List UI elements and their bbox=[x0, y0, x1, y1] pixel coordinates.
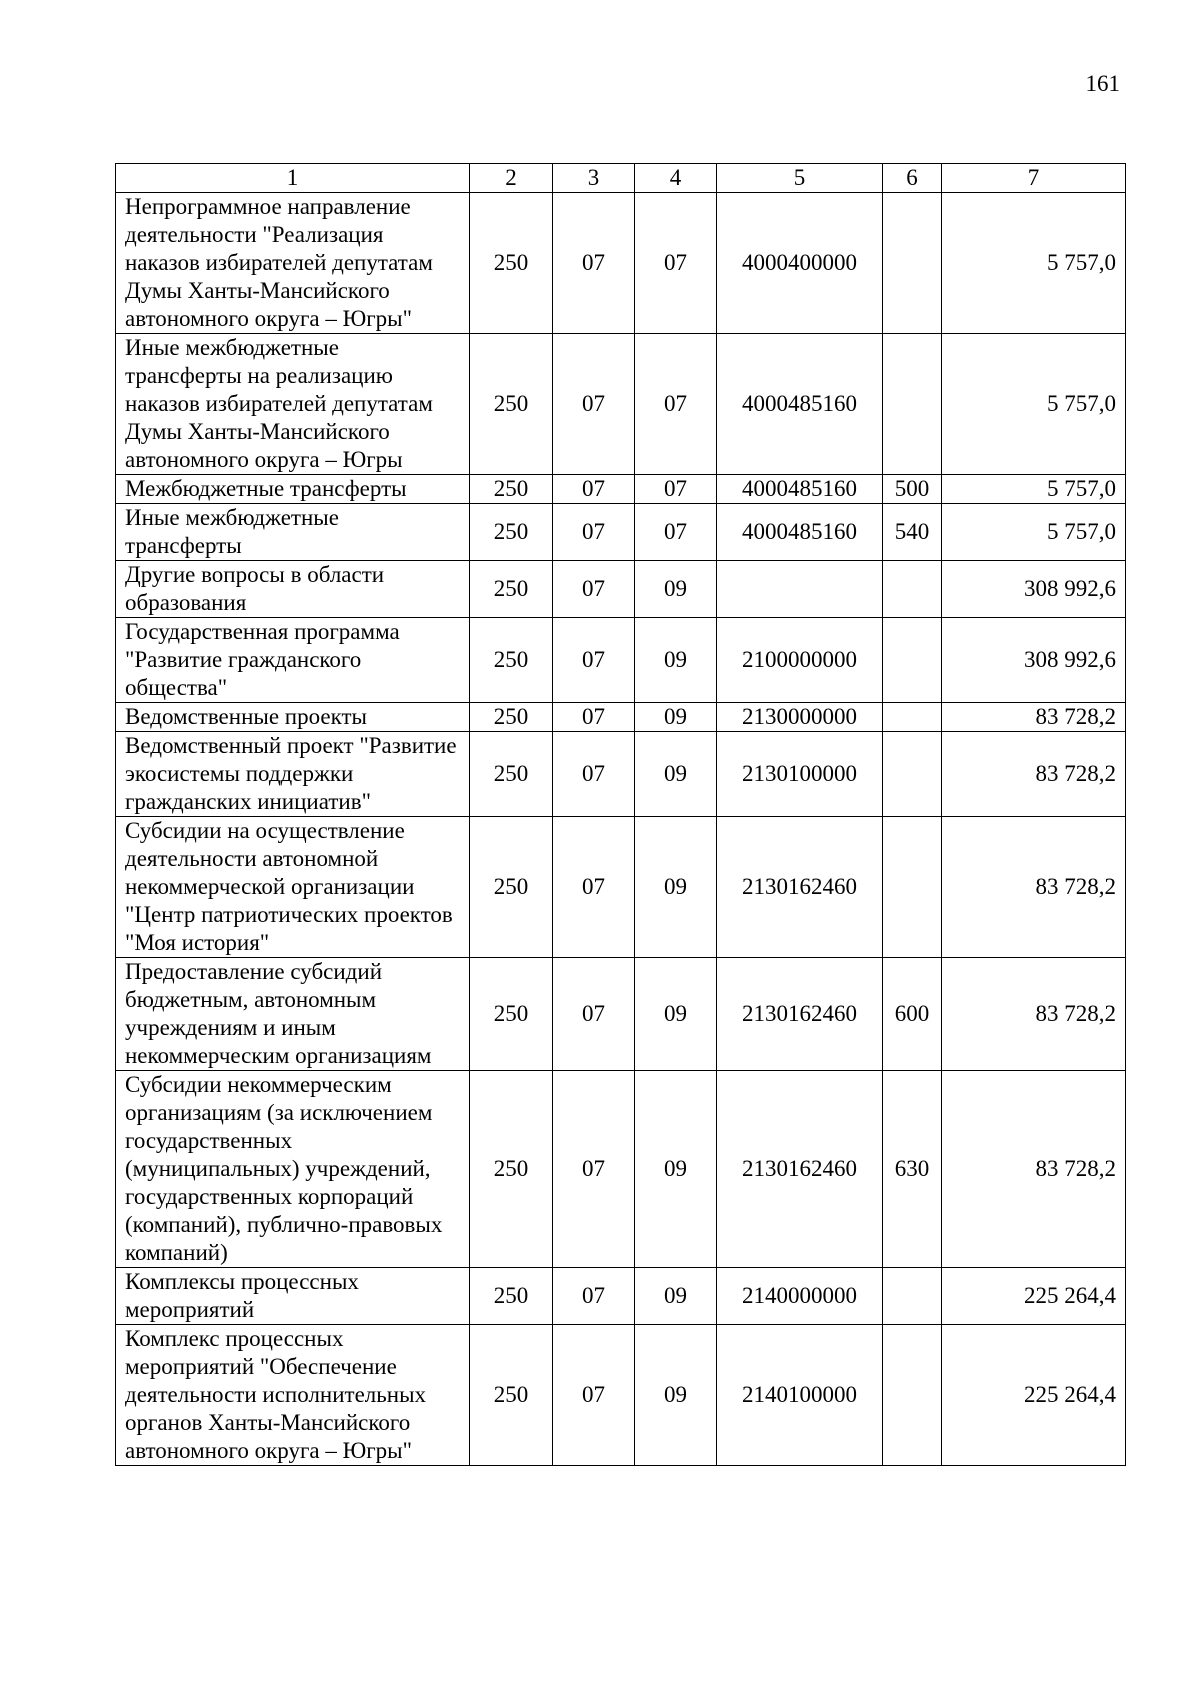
subsection-code-cell: 07 bbox=[635, 334, 717, 475]
target-code-cell: 2130162460 bbox=[717, 1071, 883, 1268]
admin-code-cell: 250 bbox=[470, 703, 553, 732]
admin-code-cell: 250 bbox=[470, 334, 553, 475]
table-row bbox=[116, 475, 1126, 504]
table-row bbox=[116, 1325, 1126, 1466]
subsection-code-cell: 09 bbox=[635, 703, 717, 732]
target-code-cell: 4000485160 bbox=[717, 504, 883, 561]
amount-cell: 83 728,2 bbox=[942, 703, 1126, 732]
row-name-cell: Ведомственные проекты bbox=[116, 703, 470, 732]
expense-type-code-cell bbox=[883, 561, 942, 618]
column-header: 5 bbox=[717, 164, 883, 193]
section-code-cell: 07 bbox=[553, 504, 635, 561]
amount-cell: 5 757,0 bbox=[942, 334, 1126, 475]
subsection-code-cell: 07 bbox=[635, 504, 717, 561]
section-code-cell: 07 bbox=[553, 561, 635, 618]
column-header: 2 bbox=[470, 164, 553, 193]
expense-type-code-cell bbox=[883, 817, 942, 958]
section-code-cell: 07 bbox=[553, 703, 635, 732]
admin-code-cell: 250 bbox=[470, 817, 553, 958]
column-header: 6 bbox=[883, 164, 942, 193]
amount-cell: 308 992,6 bbox=[942, 618, 1126, 703]
row-name-cell: Другие вопросы в области образования bbox=[116, 561, 470, 618]
expense-type-code-cell: 630 bbox=[883, 1071, 942, 1268]
expense-type-code-cell bbox=[883, 732, 942, 817]
amount-cell: 5 757,0 bbox=[942, 193, 1126, 334]
row-name-cell: Ведомственный проект "Развитие экосистемы поддержки гражданских инициатив" bbox=[116, 732, 470, 817]
amount-cell: 83 728,2 bbox=[942, 817, 1126, 958]
amount-cell: 83 728,2 bbox=[942, 732, 1126, 817]
admin-code-cell: 250 bbox=[470, 193, 553, 334]
table-row bbox=[116, 334, 1126, 475]
expense-type-code-cell: 500 bbox=[883, 475, 942, 504]
header-row bbox=[116, 164, 1126, 193]
section-code-cell: 07 bbox=[553, 732, 635, 817]
row-name-cell: Субсидии некоммерческим организациям (за исключением государственных (муниципальных) учреждений, государственных корпораций (компаний), публично-правовых компаний) bbox=[116, 1071, 470, 1268]
section-code-cell: 07 bbox=[553, 618, 635, 703]
subsection-code-cell: 09 bbox=[635, 958, 717, 1071]
amount-cell: 5 757,0 bbox=[942, 475, 1126, 504]
page-number: 161 bbox=[1085, 71, 1120, 96]
subsection-code-cell: 07 bbox=[635, 193, 717, 334]
subsection-code-cell: 09 bbox=[635, 618, 717, 703]
expense-type-code-cell bbox=[883, 703, 942, 732]
row-name-cell: Иные межбюджетные трансферты bbox=[116, 504, 470, 561]
table-row bbox=[116, 561, 1126, 618]
row-name-cell: Субсидии на осуществление деятельности автономной некоммерческой организации "Центр патриотических проектов "Моя история" bbox=[116, 817, 470, 958]
target-code-cell: 2140100000 bbox=[717, 1325, 883, 1466]
subsection-code-cell: 09 bbox=[635, 561, 717, 618]
target-code-cell: 4000400000 bbox=[717, 193, 883, 334]
amount-cell: 83 728,2 bbox=[942, 1071, 1126, 1268]
row-name-cell: Государственная программа "Развитие гражданского общества" bbox=[116, 618, 470, 703]
section-code-cell: 07 bbox=[553, 817, 635, 958]
subsection-code-cell: 07 bbox=[635, 475, 717, 504]
table-row bbox=[116, 732, 1126, 817]
target-code-cell: 4000485160 bbox=[717, 334, 883, 475]
expense-type-code-cell: 540 bbox=[883, 504, 942, 561]
table-row bbox=[116, 618, 1126, 703]
row-name-cell: Комплекс процессных мероприятий "Обеспечение деятельности исполнительных органов Ханты-Мансийского автономного округа – Югры" bbox=[116, 1325, 470, 1466]
subsection-code-cell: 09 bbox=[635, 817, 717, 958]
table-row bbox=[116, 1071, 1126, 1268]
admin-code-cell: 250 bbox=[470, 1268, 553, 1325]
amount-cell: 5 757,0 bbox=[942, 504, 1126, 561]
target-code-cell: 2130162460 bbox=[717, 817, 883, 958]
row-name-cell: Иные межбюджетные трансферты на реализацию наказов избирателей депутатам Думы Ханты-Мансийского автономного округа – Югры bbox=[116, 334, 470, 475]
expense-type-code-cell bbox=[883, 1325, 942, 1466]
row-name-cell: Непрограммное направление деятельности "Реализация наказов избирателей депутатам Думы Ханты-Мансийского автономного округа – Югры" bbox=[116, 193, 470, 334]
table-row bbox=[116, 817, 1126, 958]
subsection-code-cell: 09 bbox=[635, 1325, 717, 1466]
section-code-cell: 07 bbox=[553, 475, 635, 504]
admin-code-cell: 250 bbox=[470, 561, 553, 618]
target-code-cell: 2140000000 bbox=[717, 1268, 883, 1325]
admin-code-cell: 250 bbox=[470, 1071, 553, 1268]
amount-cell: 225 264,4 bbox=[942, 1325, 1126, 1466]
column-header: 4 bbox=[635, 164, 717, 193]
column-header: 7 bbox=[942, 164, 1126, 193]
column-header: 3 bbox=[553, 164, 635, 193]
admin-code-cell: 250 bbox=[470, 732, 553, 817]
target-code-cell: 2130000000 bbox=[717, 703, 883, 732]
column-header: 1 bbox=[116, 164, 470, 193]
subsection-code-cell: 09 bbox=[635, 1268, 717, 1325]
section-code-cell: 07 bbox=[553, 334, 635, 475]
subsection-code-cell: 09 bbox=[635, 1071, 717, 1268]
row-name-cell: Предоставление субсидий бюджетным, автономным учреждениям и иным некоммерческим организациям bbox=[116, 958, 470, 1071]
admin-code-cell: 250 bbox=[470, 618, 553, 703]
expense-type-code-cell bbox=[883, 1268, 942, 1325]
table-row bbox=[116, 193, 1126, 334]
target-code-cell: 2130100000 bbox=[717, 732, 883, 817]
expense-type-code-cell bbox=[883, 193, 942, 334]
target-code-cell: 2130162460 bbox=[717, 958, 883, 1071]
admin-code-cell: 250 bbox=[470, 1325, 553, 1466]
section-code-cell: 07 bbox=[553, 193, 635, 334]
expense-type-code-cell bbox=[883, 334, 942, 475]
expense-type-code-cell bbox=[883, 618, 942, 703]
table-row bbox=[116, 504, 1126, 561]
table-row bbox=[116, 958, 1126, 1071]
admin-code-cell: 250 bbox=[470, 475, 553, 504]
table-row bbox=[116, 703, 1126, 732]
table-row bbox=[116, 1268, 1126, 1325]
target-code-cell: 2100000000 bbox=[717, 618, 883, 703]
section-code-cell: 07 bbox=[553, 1071, 635, 1268]
admin-code-cell: 250 bbox=[470, 958, 553, 1071]
row-name-cell: Межбюджетные трансферты bbox=[116, 475, 470, 504]
section-code-cell: 07 bbox=[553, 1325, 635, 1466]
amount-cell: 83 728,2 bbox=[942, 958, 1126, 1071]
section-code-cell: 07 bbox=[553, 1268, 635, 1325]
row-name-cell: Комплексы процессных мероприятий bbox=[116, 1268, 470, 1325]
section-code-cell: 07 bbox=[553, 958, 635, 1071]
subsection-code-cell: 09 bbox=[635, 732, 717, 817]
expense-type-code-cell: 600 bbox=[883, 958, 942, 1071]
budget-table bbox=[115, 163, 1126, 1466]
target-code-cell bbox=[717, 561, 883, 618]
amount-cell: 225 264,4 bbox=[942, 1268, 1126, 1325]
target-code-cell: 4000485160 bbox=[717, 475, 883, 504]
admin-code-cell: 250 bbox=[470, 504, 553, 561]
amount-cell: 308 992,6 bbox=[942, 561, 1126, 618]
